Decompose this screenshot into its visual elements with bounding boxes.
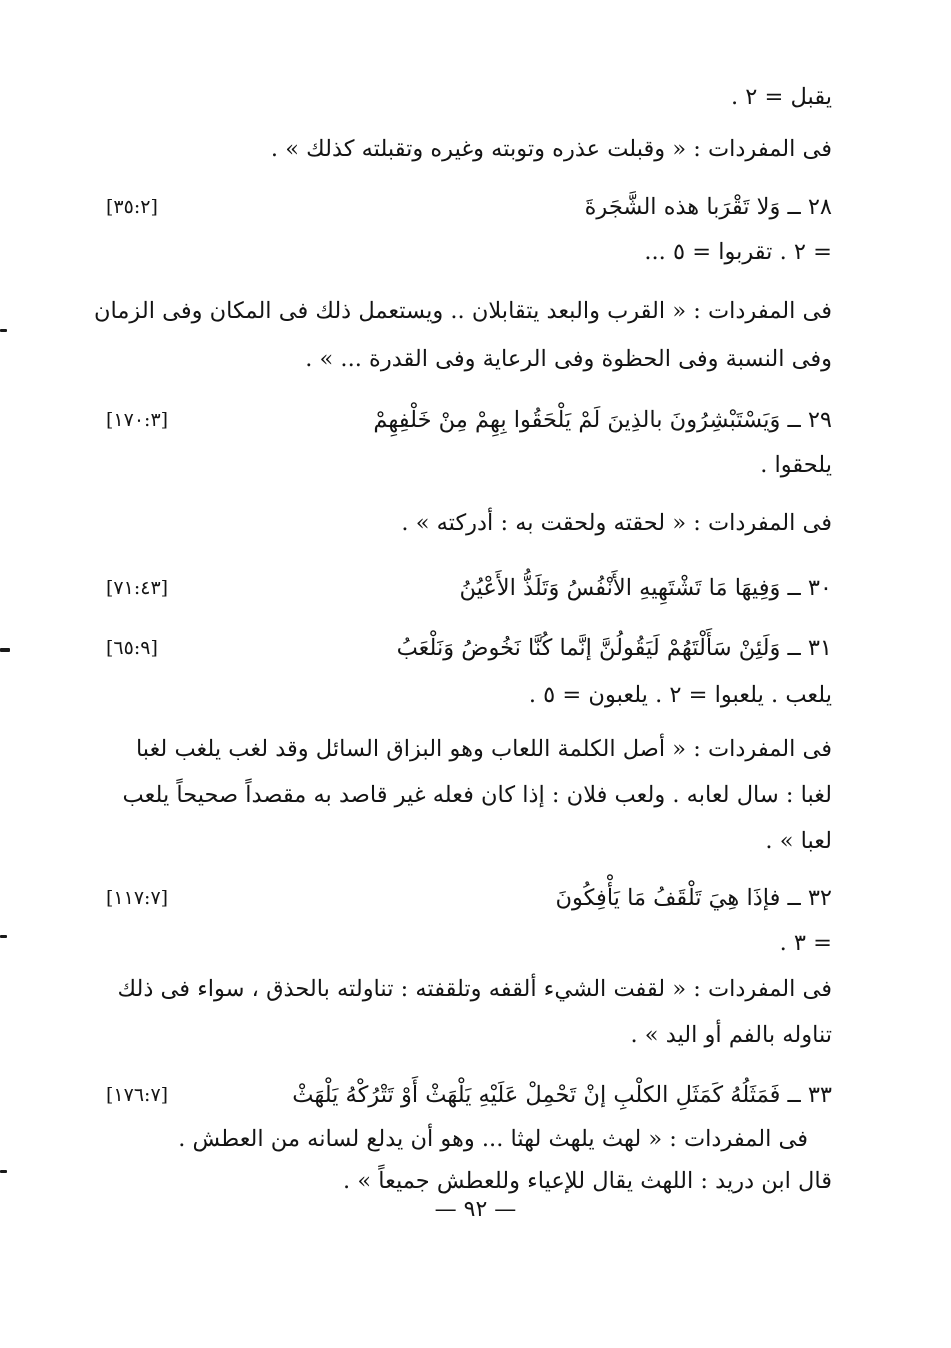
- verse-text: ٢٨ ــ وَلا تَقْرَبا هذه الشَّجَرةَ: [584, 194, 832, 220]
- verse-reference: [١١٧:٧]: [106, 887, 169, 909]
- verse-reference: [١٧٠:٣]: [106, 409, 169, 431]
- verse-entry-28: [100, 189, 832, 225]
- verse-reference: [١٧٦:٧]: [106, 1084, 169, 1106]
- text-line: = ٣ .: [779, 930, 832, 956]
- scan-edge-mark: [0, 935, 7, 938]
- text-line: فى المفردات : « وقبلت عذره وتوبته وغيره وتقبلته كذلك » .: [270, 136, 832, 162]
- verse-entry-29: [100, 402, 832, 438]
- text-line: لعبا » .: [765, 828, 832, 854]
- text-line: يلحقوا .: [760, 452, 832, 478]
- text-line: فى المفردات : « القرب والبعد يتقابلان .. ويستعمل ذلك فى المكان وفى الزمان: [94, 298, 832, 324]
- text-line: لغبا : سال لعابه . ولعب فلان : إذا كان فعله غير قاصد به مقصداً صحيحاً يلعب: [122, 782, 832, 808]
- text-line: يقبل = ٢ .: [730, 84, 832, 110]
- text-line: فى المفردات : « لهث يلهث لهثا ... وهو أن يدلع لسانه من العطش .: [178, 1126, 808, 1152]
- verse-entry-31: [100, 630, 832, 666]
- verse-text: ٣٠ ــ وَفِيهَا مَا تَشْتَهِيهِ الأَنْفُسُ وَتَلَذُّ الأَعْيُنُ: [459, 575, 832, 601]
- text-line: فى المفردات : « لحقته ولحقت به : أدركته » .: [401, 510, 832, 536]
- verse-entry-32: [100, 880, 832, 916]
- scan-edge-mark: [0, 329, 7, 332]
- verse-entry-30: [100, 570, 832, 606]
- text-line: فى المفردات : « أصل الكلمة اللعاب وهو البزاق السائل وقد لغب يلغب لغبا: [135, 736, 832, 762]
- verse-reference: [٣٥:٢]: [106, 196, 158, 218]
- scan-edge-mark: [0, 1170, 7, 1173]
- text-line: = ٢ . تقربوا = ٥ ...: [644, 239, 832, 265]
- page-number: — ٩٢ —: [434, 1197, 517, 1222]
- verse-text: ٣٢ ــ فإذَا هِيَ تَلْقَفُ مَا يَأْفِكُونَ: [555, 885, 832, 911]
- verse-text: ٣١ ــ وَلَئِنْ سَأَلْتَهُمْ لَيَقُولُنَّ إنَّما كُنَّا نَخُوضُ وَنَلْعَبُ: [396, 635, 832, 661]
- text-line: يلعب . يلعبوا = ٢ . يلعبون = ٥ .: [528, 682, 832, 708]
- text-line: وفى النسبة وفى الحظوة وفى الرعاية وفى القدرة ... » .: [305, 346, 832, 372]
- verse-entry-33: [100, 1077, 832, 1113]
- verse-reference: [٧١:٤٣]: [106, 577, 169, 599]
- scan-edge-mark: [0, 648, 10, 652]
- text-line: تناوله بالفم أو اليد » .: [630, 1022, 832, 1048]
- text-line: قال ابن دريد : اللهث يقال للإعياء وللعطش جميعاً » .: [343, 1168, 832, 1194]
- text-line: فى المفردات : « لقفت الشيء ألقفه وتلقفته : تناولته بالحذق ، سواء فى ذلك: [117, 976, 832, 1002]
- verse-reference: [٦٥:٩]: [106, 637, 158, 659]
- verse-text: ٢٩ ــ وَيَسْتَبْشِرُونَ بالذِينَ لَمْ يَلْحَقُوا بِهِمْ مِنْ خَلْفِهِمْ: [373, 407, 832, 433]
- verse-text: ٣٣ ــ فَمَثَلُهُ كَمَثَلِ الكلْبِ إنْ تَحْمِلْ عَلَيْهِ يَلْهَثْ أَوْ تَتْرُكْهُ يَلْهَثْ: [292, 1082, 832, 1108]
